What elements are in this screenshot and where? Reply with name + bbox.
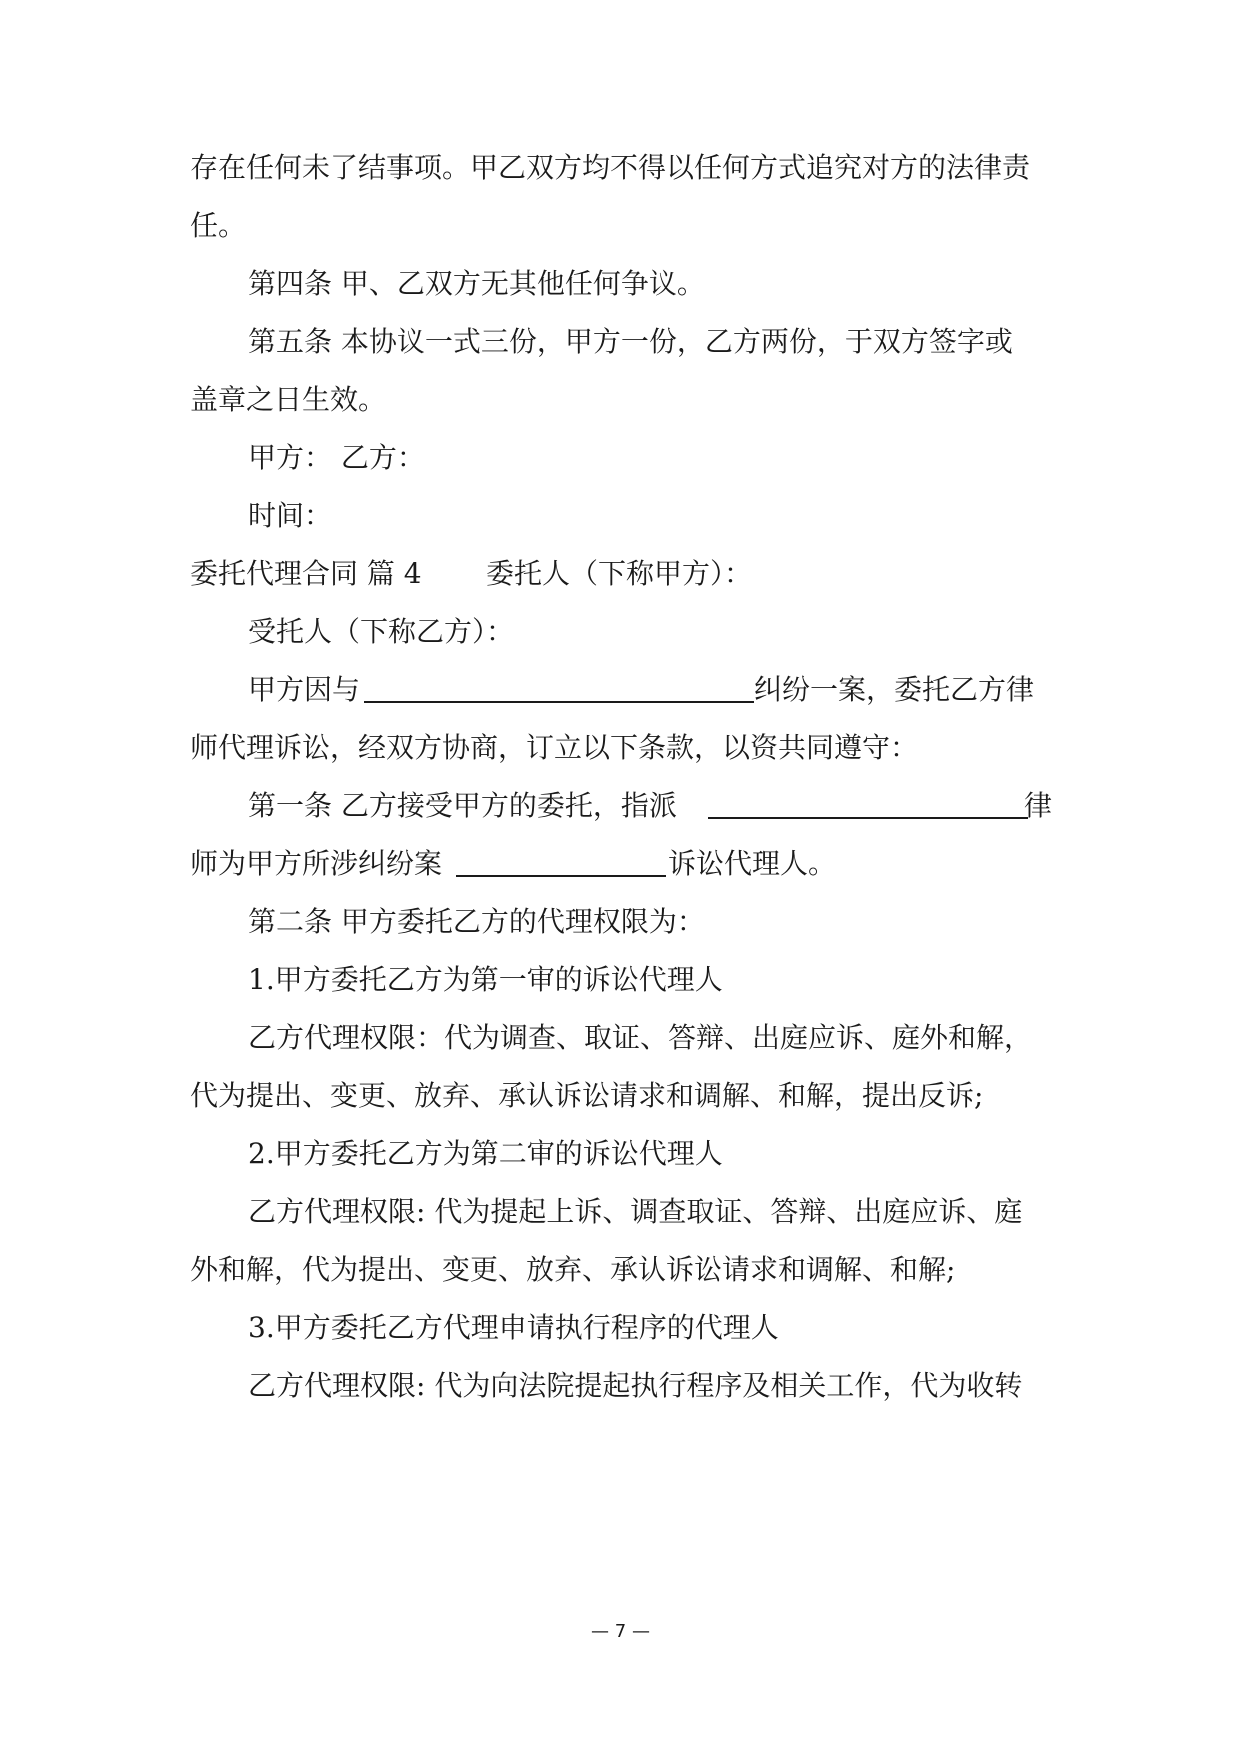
text-line: 盖章之日生效。: [190, 383, 387, 416]
text-line: 师代理诉讼，经双方协商，订立以下条款，以资共同遵守：: [190, 731, 919, 764]
clause-5: 第五条 本协议一式三份，甲方一份，乙方两份，于双方签字或: [248, 325, 1013, 358]
principal-label: 委托人（下称甲方）：: [486, 557, 753, 590]
item-1-heading: 1.甲方委托乙方为第一审的诉讼代理人: [248, 963, 723, 996]
text-line: 诉讼代理人。: [668, 847, 837, 880]
case-name-blank[interactable]: [456, 844, 666, 884]
page-number: — 7 —: [591, 1621, 650, 1642]
agent-label: 受托人（下称乙方）：: [248, 615, 515, 648]
text-line: 乙方代理权限: 代为向法院提起执行程序及相关工作，代为收转: [248, 1369, 1023, 1402]
contract-heading: 委托代理合同 篇 4: [190, 557, 422, 590]
text-line: 纠纷一案，委托乙方律: [754, 673, 1035, 706]
text-line: 任。: [190, 209, 247, 242]
clause-2: 第二条 甲方委托乙方的代理权限为：: [248, 905, 705, 938]
text-line: 代为提出、变更、放弃、承认诉讼请求和调解、和解，提出反诉;: [190, 1079, 984, 1112]
clause-1: 第一条 乙方接受甲方的委托，指派: [248, 789, 677, 822]
dispute-party-blank[interactable]: [364, 670, 754, 710]
text-line: 乙方代理权限: 代为提起上诉、调查取证、答辩、出庭应诉、庭: [248, 1195, 1023, 1228]
lawyer-name-blank[interactable]: [708, 786, 1028, 826]
text-line: 师为甲方所涉纠纷案: [190, 847, 443, 880]
text-line: 存在任何未了结事项。甲乙双方均不得以任何方式追究对方的法律责: [190, 151, 1031, 184]
text-line: 律: [1024, 789, 1053, 822]
clause-4: 第四条 甲、乙双方无其他任何争议。: [248, 267, 705, 300]
text-line: 乙方代理权限：代为调查、取证、答辩、出庭应诉、庭外和解，: [248, 1021, 1033, 1054]
signature-time: 时间：: [248, 499, 333, 532]
text-line: 外和解，代为提出、变更、放弃、承认诉讼请求和调解、和解;: [190, 1253, 956, 1286]
signature-parties: 甲方： 乙方：: [248, 441, 425, 474]
item-3-heading: 3.甲方委托乙方代理申请执行程序的代理人: [248, 1311, 779, 1344]
item-2-heading: 2.甲方委托乙方为第二审的诉讼代理人: [248, 1137, 723, 1170]
text-line: 甲方因与: [248, 673, 361, 706]
